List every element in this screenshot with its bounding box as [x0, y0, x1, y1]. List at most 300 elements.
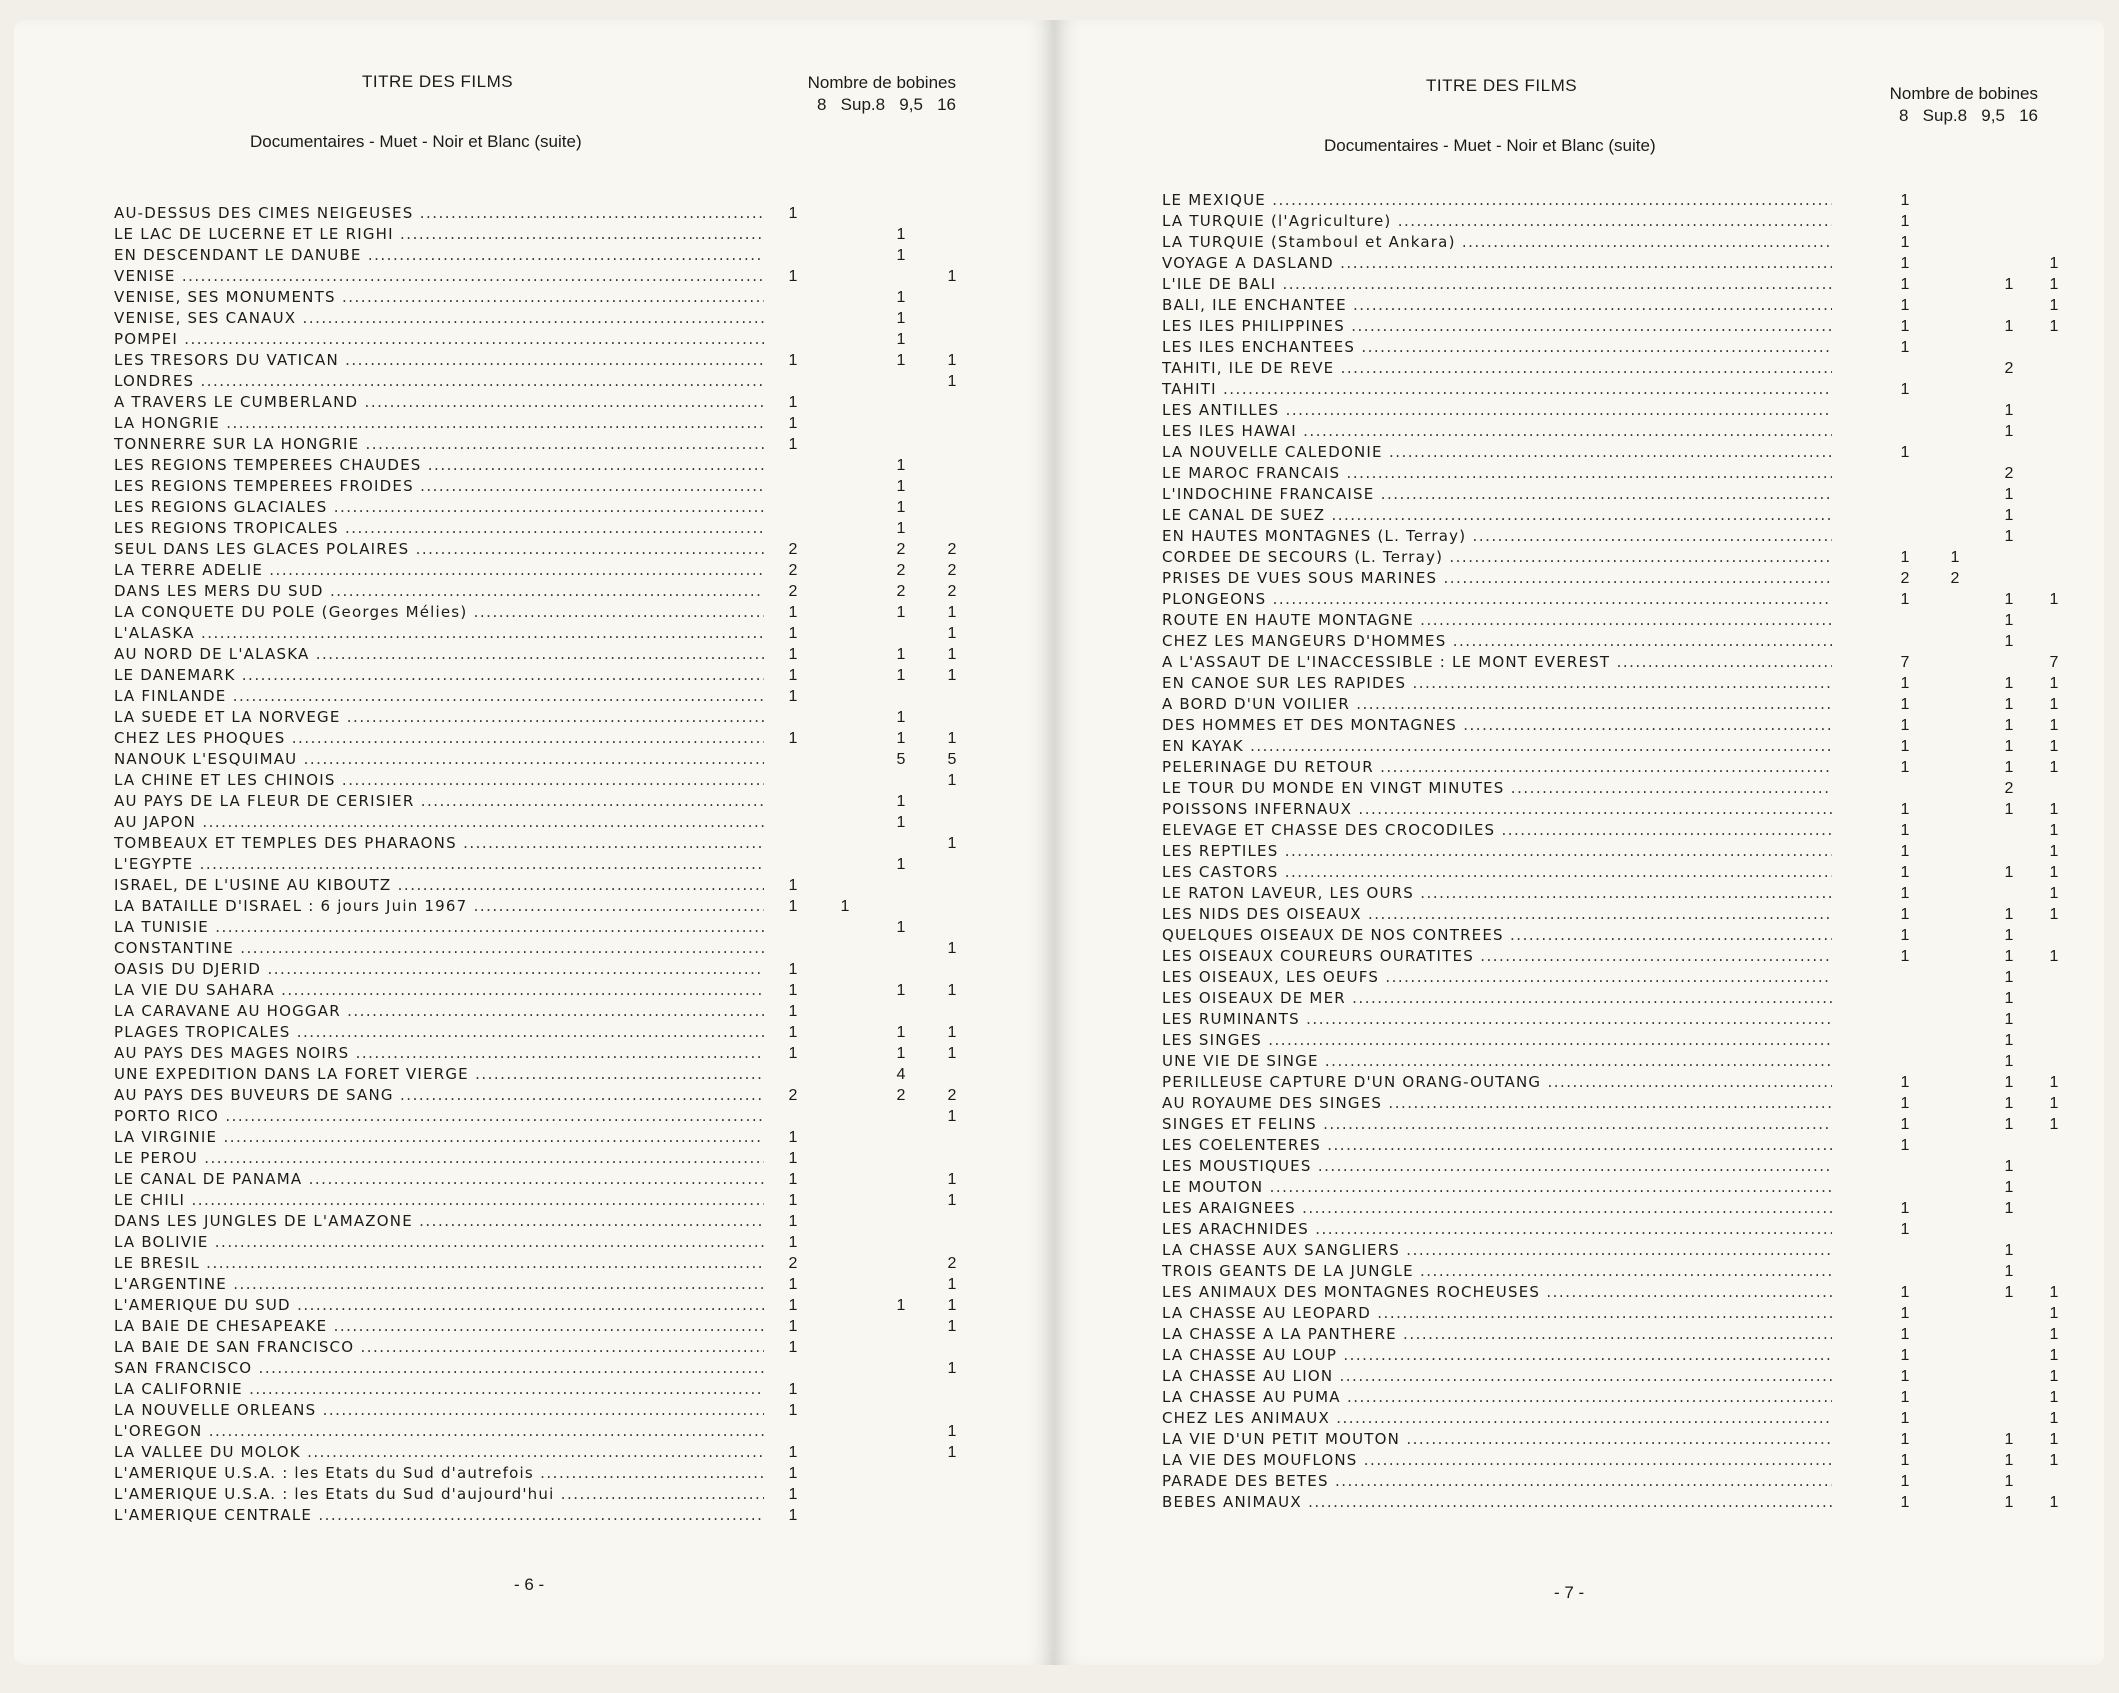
- film-title: LES ANIMAUX DES MONTAGNES ROCHEUSES .....: [1162, 1282, 1832, 1303]
- film-title: LA CARAVANE AU HOGGAR .....: [114, 1001, 764, 1022]
- reel-count-c8: 2: [788, 1087, 798, 1104]
- reel-count-c95: 1: [2004, 927, 2014, 944]
- col-95-label: 9,5: [899, 95, 923, 114]
- film-title: VENISE .....: [114, 266, 764, 287]
- film-title: LES ANTILLES .....: [1162, 400, 1832, 421]
- film-title: LES REPTILES .....: [1162, 841, 1832, 862]
- film-row: [114, 1337, 974, 1358]
- reel-count-c95: 1: [2004, 1032, 2014, 1049]
- reel-count-c8: 1: [1900, 1368, 1910, 1385]
- film-row: [1162, 1471, 2062, 1492]
- reel-count-c95: 2: [2004, 780, 2014, 797]
- reel-count-c95: 1: [896, 1024, 906, 1041]
- reel-count-c16: 1: [2049, 1074, 2059, 1091]
- reel-count-c95: 1: [2004, 318, 2014, 335]
- col-sup8-label: Sup.8: [1922, 106, 1968, 125]
- reel-count-c16: 1: [2049, 276, 2059, 293]
- film-row: [114, 476, 974, 497]
- reel-count-c95: 1: [2004, 717, 2014, 734]
- film-title: LA CHASSE AU PUMA .....: [1162, 1387, 1832, 1408]
- film-title: PRISES DE VUES SOUS MARINES .....: [1162, 568, 1832, 589]
- reel-count-c16: 1: [2049, 843, 2059, 860]
- film-row: [1162, 505, 2062, 526]
- film-row: [114, 896, 974, 917]
- reel-count-c16: 1: [2049, 822, 2059, 839]
- film-title: A TRAVERS LE CUMBERLAND .....: [114, 392, 764, 413]
- film-row: [1162, 1261, 2062, 1282]
- film-title: LES OISEAUX, LES OEUFS .....: [1162, 967, 1832, 988]
- film-title: VOYAGE A DASLAND .....: [1162, 253, 1832, 274]
- film-row: [1162, 526, 2062, 547]
- film-row: [1162, 1282, 2062, 1303]
- reel-count-c8: 1: [788, 1402, 798, 1419]
- reel-count-c95: 1: [2004, 1095, 2014, 1112]
- reel-count-c95: 2: [2004, 465, 2014, 482]
- reel-count-c8: 1: [788, 1276, 798, 1293]
- film-title: L'EGYPTE .....: [114, 854, 764, 875]
- film-row: [1162, 442, 2062, 463]
- film-row: [1162, 337, 2062, 358]
- film-title: LA BAIE DE CHESAPEAKE .....: [114, 1316, 764, 1337]
- reel-count-c95: 1: [896, 982, 906, 999]
- left-header-title: TITRE DES FILMS: [362, 72, 514, 91]
- reel-count-c95: 1: [896, 730, 906, 747]
- film-title: LA CHASSE A LA PANTHERE .....: [1162, 1324, 1832, 1345]
- reel-count-c8: 1: [1900, 738, 1910, 755]
- reel-count-c8: 1: [1900, 759, 1910, 776]
- film-row: [114, 287, 974, 308]
- film-title: OASIS DU DJERID .....: [114, 959, 764, 980]
- reel-count-c8: 1: [788, 646, 798, 663]
- reel-count-c16: 1: [2049, 318, 2059, 335]
- film-title: LA VIE DES MOUFLONS .....: [1162, 1450, 1832, 1471]
- film-row: [114, 1484, 974, 1505]
- film-title: EN HAUTES MONTAGNES (L. Terray) .....: [1162, 526, 1832, 547]
- reel-count-c16: 2: [947, 1087, 957, 1104]
- film-title: LA CHASSE AU LION .....: [1162, 1366, 1832, 1387]
- film-row: [1162, 1114, 2062, 1135]
- film-row: [1162, 484, 2062, 505]
- reel-count-c16: 1: [947, 1444, 957, 1461]
- right-film-list: [1162, 190, 2062, 1513]
- film-title: L'ALASKA .....: [114, 623, 764, 644]
- film-row: [114, 392, 974, 413]
- reel-count-c16: 1: [947, 1171, 957, 1188]
- col-95-label: 9,5: [1981, 106, 2005, 125]
- reel-count-c95: 2: [896, 562, 906, 579]
- film-title: LE TOUR DU MONDE EN VINGT MINUTES .....: [1162, 778, 1832, 799]
- film-row: [114, 329, 974, 350]
- film-row: [114, 602, 974, 623]
- reel-count-c95: 1: [896, 856, 906, 873]
- reel-count-c8: 1: [1900, 1305, 1910, 1322]
- reel-count-c16: 1: [2049, 948, 2059, 965]
- reel-count-c16: 1: [947, 646, 957, 663]
- reel-count-c16: 1: [2049, 738, 2059, 755]
- film-title: TAHITI, ILE DE REVE .....: [1162, 358, 1832, 379]
- right-columns-codes: [1838, 105, 2038, 127]
- reel-count-c95: 1: [2004, 486, 2014, 503]
- reel-count-c8: 1: [1900, 1116, 1910, 1133]
- film-title: L'INDOCHINE FRANCAISE .....: [1162, 484, 1832, 505]
- reel-count-c8: 1: [1900, 297, 1910, 314]
- reel-count-c16: 1: [2049, 864, 2059, 881]
- reel-count-c95: 1: [896, 667, 906, 684]
- reel-count-c95: 1: [896, 793, 906, 810]
- film-title: TROIS GEANTS DE LA JUNGLE .....: [1162, 1261, 1832, 1282]
- reel-count-c16: 7: [2049, 654, 2059, 671]
- film-title: LES NIDS DES OISEAUX .....: [1162, 904, 1832, 925]
- film-row: [114, 1190, 974, 1211]
- film-title: LES REGIONS TEMPEREES CHAUDES .....: [114, 455, 764, 476]
- reel-count-c8: 2: [788, 562, 798, 579]
- reel-count-c16: 1: [2049, 1284, 2059, 1301]
- reel-count-c95: 1: [896, 310, 906, 327]
- film-row: [114, 875, 974, 896]
- reel-count-c95: 2: [896, 541, 906, 558]
- right-columns-header: [1838, 83, 2038, 127]
- reel-count-c8: 1: [788, 1486, 798, 1503]
- film-title: SAN FRANCISCO .....: [114, 1358, 764, 1379]
- reel-count-c8: 1: [788, 436, 798, 453]
- reel-count-c8: 1: [1900, 948, 1910, 965]
- reel-count-c95: 1: [2004, 696, 2014, 713]
- reel-count-c8: 1: [788, 604, 798, 621]
- film-title: LA NOUVELLE ORLEANS .....: [114, 1400, 764, 1421]
- reel-count-c8: 1: [1900, 381, 1910, 398]
- film-title: L'OREGON .....: [114, 1421, 764, 1442]
- film-row: [114, 245, 974, 266]
- reel-count-c8: 1: [1900, 213, 1910, 230]
- reel-count-c16: 1: [947, 1318, 957, 1335]
- reel-count-c8: 1: [1900, 675, 1910, 692]
- film-row: [114, 1001, 974, 1022]
- reel-count-c95: 1: [2004, 738, 2014, 755]
- film-title: LA TUNISIE .....: [114, 917, 764, 938]
- film-title: LA CALIFORNIE .....: [114, 1379, 764, 1400]
- reel-count-c95: 1: [2004, 423, 2014, 440]
- film-title: CONSTANTINE .....: [114, 938, 764, 959]
- reel-count-c16: 1: [947, 772, 957, 789]
- film-row: [1162, 1450, 2062, 1471]
- reel-count-c8: 1: [788, 1444, 798, 1461]
- film-row: [114, 203, 974, 224]
- film-row: [114, 749, 974, 770]
- reel-count-c8: 1: [1900, 444, 1910, 461]
- film-title: LES OISEAUX COUREURS OURATITES .....: [1162, 946, 1832, 967]
- film-title: LES TRESORS DU VATICAN .....: [114, 350, 764, 371]
- film-title: SINGES ET FELINS .....: [1162, 1114, 1832, 1135]
- reel-count-c8: 1: [1900, 318, 1910, 335]
- film-row: [114, 371, 974, 392]
- left-section-title: Documentaires - Muet - Noir et Blanc (suite): [250, 132, 582, 151]
- film-row: [114, 707, 974, 728]
- reel-count-c16: 1: [2049, 255, 2059, 272]
- film-title: LE MAROC FRANCAIS .....: [1162, 463, 1832, 484]
- reel-count-c16: 1: [947, 1360, 957, 1377]
- film-title: ISRAEL, DE L'USINE AU KIBOUTZ .....: [114, 875, 764, 896]
- reel-count-c16: 1: [947, 1276, 957, 1293]
- reel-count-c8: 1: [1900, 1200, 1910, 1217]
- film-row: [114, 1127, 974, 1148]
- reel-count-c95: 1: [2004, 1242, 2014, 1259]
- film-title: POISSONS INFERNAUX .....: [1162, 799, 1832, 820]
- film-row: [114, 833, 974, 854]
- reel-count-c8: 1: [788, 1192, 798, 1209]
- reel-count-c8: 1: [1900, 591, 1910, 608]
- film-row: [1162, 1303, 2062, 1324]
- film-title: LA BAIE DE SAN FRANCISCO .....: [114, 1337, 764, 1358]
- film-title: UNE VIE DE SINGE .....: [1162, 1051, 1832, 1072]
- film-title: AU ROYAUME DES SINGES .....: [1162, 1093, 1832, 1114]
- reel-count-c16: 1: [947, 625, 957, 642]
- left-columns-codes: [766, 94, 956, 116]
- reel-count-c95: 1: [2004, 1011, 2014, 1028]
- reel-count-c16: 1: [947, 1108, 957, 1125]
- film-row: [1162, 757, 2062, 778]
- film-title: LES OISEAUX DE MER .....: [1162, 988, 1832, 1009]
- col-8-label: 8: [817, 95, 827, 114]
- reel-count-c16: 1: [947, 730, 957, 747]
- film-row: [1162, 736, 2062, 757]
- reel-count-c95: 2: [896, 1087, 906, 1104]
- film-title: PLONGEONS .....: [1162, 589, 1832, 610]
- reel-count-c8: 1: [1900, 192, 1910, 209]
- film-row: [1162, 1009, 2062, 1030]
- film-title: LA CONQUETE DU POLE (Georges Mélies) .....: [114, 602, 764, 623]
- reel-count-c95: 1: [896, 457, 906, 474]
- film-title: LA CHINE ET LES CHINOIS .....: [114, 770, 764, 791]
- reel-count-c8: 1: [788, 1003, 798, 1020]
- reel-count-c8: 7: [1900, 654, 1910, 671]
- film-row: [1162, 631, 2062, 652]
- film-title: AU PAYS DES MAGES NOIRS .....: [114, 1043, 764, 1064]
- film-row: [1162, 694, 2062, 715]
- film-row: [1162, 862, 2062, 883]
- reel-count-c95: 1: [2004, 906, 2014, 923]
- reel-count-c8: 1: [1900, 1452, 1910, 1469]
- reel-count-c16: 1: [947, 1045, 957, 1062]
- film-title: LA TURQUIE (Stamboul et Ankara) .....: [1162, 232, 1832, 253]
- reel-count-c16: 1: [947, 835, 957, 852]
- reel-count-c16: 1: [2049, 1494, 2059, 1511]
- reel-count-c95: 1: [896, 247, 906, 264]
- film-row: [114, 350, 974, 371]
- film-title: LA VIE DU SAHARA .....: [114, 980, 764, 1001]
- reel-count-c16: 1: [947, 667, 957, 684]
- film-title: LA TURQUIE (l'Agriculture) .....: [1162, 211, 1832, 232]
- reel-count-c95: 1: [896, 814, 906, 831]
- reel-count-c16: 1: [2049, 906, 2059, 923]
- film-title: CHEZ LES MANGEURS D'HOMMES .....: [1162, 631, 1832, 652]
- film-row: [114, 1232, 974, 1253]
- reel-count-c8: 1: [1900, 717, 1910, 734]
- reel-count-c95: 1: [2004, 528, 2014, 545]
- film-title: L'AMERIQUE CENTRALE .....: [114, 1505, 764, 1526]
- film-title: TOMBEAUX ET TEMPLES DES PHARAONS .....: [114, 833, 764, 854]
- film-row: [1162, 673, 2062, 694]
- reel-count-c95: 1: [2004, 1284, 2014, 1301]
- film-row: [114, 854, 974, 875]
- film-title: L'ARGENTINE .....: [114, 1274, 764, 1295]
- film-row: [114, 581, 974, 602]
- film-title: LA SUEDE ET LA NORVEGE .....: [114, 707, 764, 728]
- film-row: [1162, 841, 2062, 862]
- film-row: [1162, 1345, 2062, 1366]
- film-row: [1162, 610, 2062, 631]
- reel-count-c95: 1: [2004, 1494, 2014, 1511]
- film-title: LA CHASSE AUX SANGLIERS .....: [1162, 1240, 1832, 1261]
- film-title: VENISE, SES MONUMENTS .....: [114, 287, 764, 308]
- reel-count-c95: 1: [896, 478, 906, 495]
- film-row: [114, 413, 974, 434]
- reel-count-c95: 4: [896, 1066, 906, 1083]
- reel-count-c16: 1: [947, 1423, 957, 1440]
- film-title: BEBES ANIMAUX .....: [1162, 1492, 1832, 1513]
- film-title: LES REGIONS GLACIALES .....: [114, 497, 764, 518]
- film-title: EN KAYAK .....: [1162, 736, 1832, 757]
- reel-count-c95: 1: [2004, 1053, 2014, 1070]
- reel-count-c8: 1: [788, 394, 798, 411]
- reel-count-c8: 2: [788, 541, 798, 558]
- film-row: [114, 1043, 974, 1064]
- reel-count-c8: 1: [788, 1129, 798, 1146]
- film-row: [1162, 547, 2062, 568]
- film-row: [1162, 946, 2062, 967]
- reel-count-c8: 1: [788, 415, 798, 432]
- film-row: [114, 1211, 974, 1232]
- film-title: SEUL DANS LES GLACES POLAIRES .....: [114, 539, 764, 560]
- film-title: L'ILE DE BALI .....: [1162, 274, 1832, 295]
- reel-count-c95: 1: [2004, 1452, 2014, 1469]
- reel-count-c95: 2: [2004, 360, 2014, 377]
- reel-count-c8: 1: [1900, 234, 1910, 251]
- reel-count-c16: 2: [947, 583, 957, 600]
- reel-count-c16: 1: [947, 373, 957, 390]
- film-title: LE RATON LAVEUR, LES OURS .....: [1162, 883, 1832, 904]
- col-16-label: 16: [2019, 106, 2038, 125]
- reel-count-c95: 1: [2004, 864, 2014, 881]
- film-title: LA VIRGINIE .....: [114, 1127, 764, 1148]
- reel-count-c95: 1: [2004, 675, 2014, 692]
- film-row: [114, 1442, 974, 1463]
- reel-count-c8: 1: [788, 1045, 798, 1062]
- film-row: [114, 1400, 974, 1421]
- film-row: [114, 1064, 974, 1085]
- reel-count-c8: 1: [1900, 864, 1910, 881]
- reel-count-c8: 1: [1900, 1473, 1910, 1490]
- film-row: [1162, 988, 2062, 1009]
- reel-count-c16: 1: [2049, 1326, 2059, 1343]
- film-row: [1162, 589, 2062, 610]
- film-row: [1162, 1156, 2062, 1177]
- reel-count-c8: 1: [1900, 1137, 1910, 1154]
- film-title: LES RUMINANTS .....: [1162, 1009, 1832, 1030]
- film-title: LE CANAL DE SUEZ .....: [1162, 505, 1832, 526]
- film-row: [114, 1316, 974, 1337]
- film-title: LE CANAL DE PANAMA .....: [114, 1169, 764, 1190]
- film-row: [114, 266, 974, 287]
- reel-count-c95: 1: [896, 1297, 906, 1314]
- film-row: [1162, 1492, 2062, 1513]
- film-row: [114, 455, 974, 476]
- film-row: [114, 539, 974, 560]
- film-title: CHEZ LES ANIMAUX .....: [1162, 1408, 1832, 1429]
- right-columns-label: Nombre de bobines: [1889, 84, 2038, 103]
- reel-count-c95: 1: [2004, 1263, 2014, 1280]
- reel-count-c8: 1: [1900, 1494, 1910, 1511]
- reel-count-c8: 1: [1900, 822, 1910, 839]
- film-title: ROUTE EN HAUTE MONTAGNE .....: [1162, 610, 1832, 631]
- film-row: [114, 1253, 974, 1274]
- film-row: [114, 1085, 974, 1106]
- film-title: LA VALLEE DU MOLOK .....: [114, 1442, 764, 1463]
- film-row: [1162, 463, 2062, 484]
- film-row: [114, 1379, 974, 1400]
- reel-count-c95: 1: [896, 331, 906, 348]
- film-title: LE DANEMARK .....: [114, 665, 764, 686]
- reel-count-c8: 1: [1900, 549, 1910, 566]
- film-row: [1162, 295, 2062, 316]
- reel-count-c8: 1: [1900, 1284, 1910, 1301]
- reel-count-c16: 1: [2049, 1368, 2059, 1385]
- right-header-title: TITRE DES FILMS: [1426, 76, 1578, 95]
- film-title: LONDRES .....: [114, 371, 764, 392]
- film-row: [1162, 820, 2062, 841]
- reel-count-c8: 2: [1900, 570, 1910, 587]
- reel-count-c8: 1: [788, 205, 798, 222]
- film-title: QUELQUES OISEAUX DE NOS CONTREES .....: [1162, 925, 1832, 946]
- reel-count-c16: 1: [947, 1297, 957, 1314]
- film-title: LE MEXIQUE .....: [1162, 190, 1832, 211]
- reel-count-c16: 1: [2049, 1095, 2059, 1112]
- reel-count-c8: 1: [1900, 1095, 1910, 1112]
- film-title: A BORD D'UN VOILIER .....: [1162, 694, 1832, 715]
- film-title: LES ILES ENCHANTEES .....: [1162, 337, 1832, 358]
- film-title: DES HOMMES ET DES MONTAGNES .....: [1162, 715, 1832, 736]
- film-title: CHEZ LES PHOQUES .....: [114, 728, 764, 749]
- film-row: [1162, 1324, 2062, 1345]
- film-row: [1162, 967, 2062, 988]
- film-row: [1162, 400, 2062, 421]
- reel-count-c8: 1: [1900, 1389, 1910, 1406]
- film-title: TAHITI .....: [1162, 379, 1832, 400]
- left-columns-label: Nombre de bobines: [807, 73, 956, 92]
- reel-count-c95: 1: [2004, 1179, 2014, 1196]
- film-row: [1162, 925, 2062, 946]
- film-row: [114, 644, 974, 665]
- reel-count-c95: 1: [896, 646, 906, 663]
- reel-count-c8: 1: [788, 1213, 798, 1230]
- film-row: [114, 623, 974, 644]
- film-row: [114, 1148, 974, 1169]
- reel-count-c16: 1: [947, 940, 957, 957]
- reel-count-c95: 1: [2004, 276, 2014, 293]
- reel-count-c95: 1: [896, 919, 906, 936]
- reel-count-c16: 1: [2049, 1452, 2059, 1469]
- reel-count-c16: 2: [947, 541, 957, 558]
- film-row: [1162, 379, 2062, 400]
- reel-count-c8: 1: [1900, 1431, 1910, 1448]
- reel-count-c8: 1: [788, 1150, 798, 1167]
- film-title: LA HONGRIE .....: [114, 413, 764, 434]
- film-row: [1162, 1135, 2062, 1156]
- film-title: L'AMERIQUE U.S.A. : les Etats du Sud d'autrefois .....: [114, 1463, 764, 1484]
- reel-count-c16: 1: [2049, 1410, 2059, 1427]
- film-row: [1162, 715, 2062, 736]
- reel-count-c95: 1: [2004, 633, 2014, 650]
- reel-count-c95: 2: [896, 583, 906, 600]
